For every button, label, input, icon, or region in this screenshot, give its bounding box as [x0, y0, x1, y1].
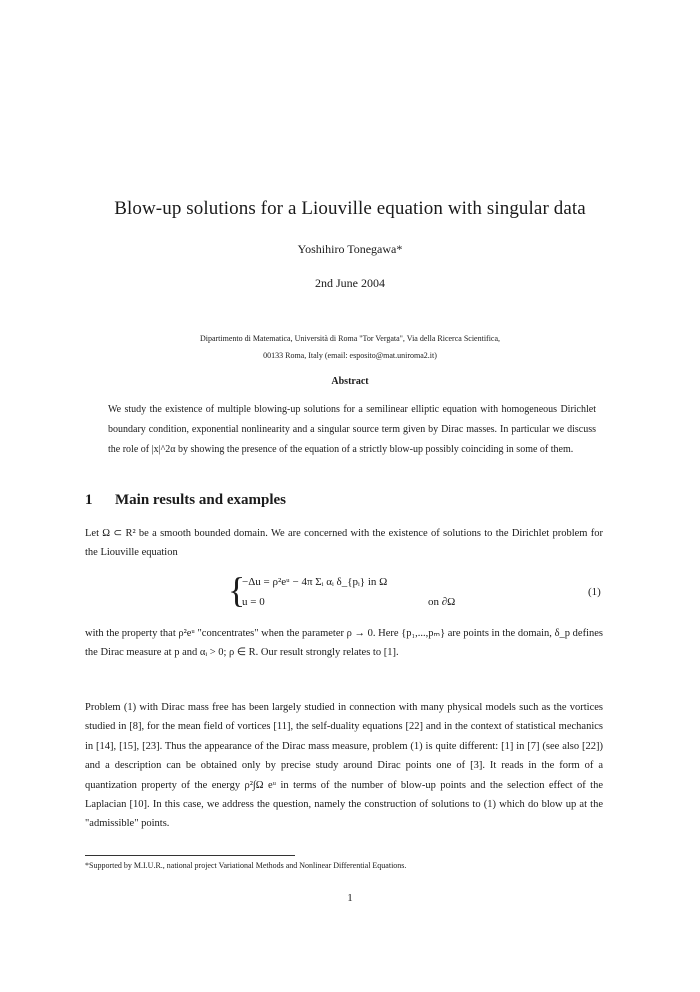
affiliation	[110, 330, 590, 364]
equation-brace: {	[228, 570, 246, 610]
equation-domain: on ∂Ω	[428, 596, 456, 608]
equation-line: u = 0	[242, 596, 265, 608]
section-title: Main results and examples	[115, 492, 286, 508]
section-number: 1	[85, 492, 93, 508]
date-line: 2nd June 2004	[315, 276, 385, 290]
abstract-heading: Abstract	[331, 376, 369, 387]
section-heading	[85, 492, 605, 509]
equation-line: −Δu = ρ²eᵘ − 4π Σᵢ αᵢ δ_{pᵢ} in Ω	[242, 576, 388, 588]
affiliation-line: Dipartimento di Matematica, Università di Roma "Tor Vergata", Via della Ricerca Scientifica,	[199, 334, 501, 343]
paragraph: Problem (1) with Dirac mass free has been largely studied in connection with many physical models such as the vortices studied in [8], for the mean field of vortices [11], the self-duality equations [22] and in the context of statistical mechanics in [14], [15], [23]. Thus the appearance of the Dirac mass measure, problem (1) is quite different: [1] in [7] (see also [22]) and a description can be obtained only by precise study around Dirac points one of [3]. It reads in the form of a quantization property of the energy ρ²∫Ω eᵘ in terms of the number of blow-up points and the selection effect of the Laplacian [10]. In this case, we address the question, namely the construction of solutions to (1) which do blow up at the "admissible" points.	[85, 702, 603, 830]
paragraph: with the property that ρ²eᵘ "concentrates" when the parameter ρ → 0. Here {p₁,...,pₘ} are points in the domain, δ_p defines the Dirac measure at p and αᵢ > 0; ρ ∈ R. Our result strongly relates to [1].	[85, 628, 603, 658]
paper-title: Blow-up solutions for a Liouville equation with singular data	[114, 198, 586, 219]
footnote: *Supported by M.I.U.R., national project Variational Methods and Nonlinear Differential Equations.	[85, 861, 407, 870]
display-equation	[228, 570, 600, 616]
equation-tag: (1)	[588, 586, 601, 598]
page-number: 1	[347, 892, 353, 904]
footnote-rule	[85, 855, 295, 856]
abstract-body: We study the existence of multiple blowing-up solutions for a semilinear elliptic equation with homogeneous Dirichlet boundary condition, exponential nonlinearity and a singular source term given by Dirac masses. In particular we discuss the role of |x|^2α by showing the presence of the equation of a strictly blow-up possibly coinciding in some of them.	[108, 404, 596, 455]
author-line: Yoshihiro Tonegawa*	[297, 242, 403, 256]
paragraph: Let Ω ⊂ R² be a smooth bounded domain. We are concerned with the existence of solutions to the Dirichlet problem for the Liouville equation	[85, 528, 603, 558]
affiliation-line: 00133 Roma, Italy (email: esposito@mat.uniroma2.it)	[263, 351, 437, 360]
